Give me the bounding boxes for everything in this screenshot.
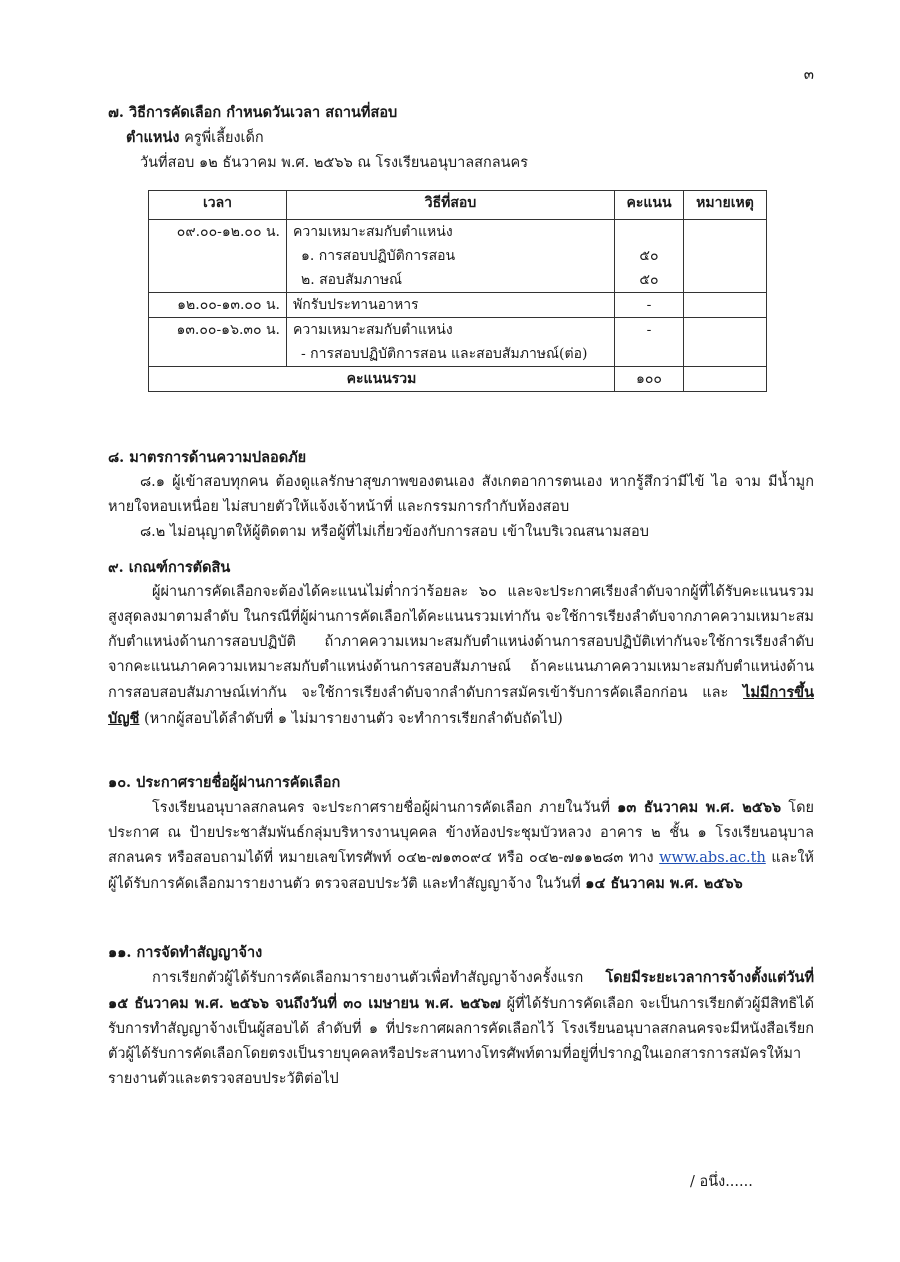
row-method <box>287 220 615 293</box>
total-value: ๑๐๐ <box>615 367 684 392</box>
announcement-paragraph <box>108 795 814 897</box>
score-line: ๕๐ <box>639 248 659 264</box>
total-label: คะแนนรวม <box>149 367 615 392</box>
row-time: ๑๓.๐๐-๑๖.๓๐ น. <box>149 318 287 367</box>
section-11 <box>108 940 814 1092</box>
section-7-heading: ๗. วิธีการคัดเลือก กำหนดวันเวลา สถานที่สอบ <box>108 104 398 121</box>
header-time: เวลา <box>149 191 287 220</box>
table-row <box>149 220 767 293</box>
score-line: - <box>646 322 652 338</box>
page-number: ๓ <box>803 65 814 83</box>
row-score <box>615 318 684 367</box>
no-list-notice: ไม่มีการขึ้นบัญชี <box>108 684 814 727</box>
safety-item-1: ๘.๑ ผู้เข้าสอบทุกคน ต้องดูแลรักษาสุขภาพของตนเอง สังเกตอาการตนเอง หากรู้สึกว่ามีไข้ ไอ จาม มีน้ำมูก หายใจหอบเหนื่อย ไม่สบายตัวให้แจ้งเจ้าหน้าที่ และกรรมการกำกับห้องสอบ <box>108 474 814 515</box>
row-time: ๐๙.๐๐-๑๒.๐๐ น. <box>149 220 287 293</box>
row-time: ๑๒.๐๐-๑๓.๐๐ น. <box>149 293 287 318</box>
score-line: ๕๐ <box>639 272 659 288</box>
table-row <box>149 293 767 318</box>
website-link[interactable]: www.abs.ac.th <box>659 850 766 866</box>
total-note <box>684 367 767 392</box>
section-8-heading: ๘. มาตรการด้านความปลอดภัย <box>108 449 307 466</box>
continued-footer: / อนึ่ง...... <box>690 1174 753 1190</box>
safety-item-2: ๘.๒ ไม่อนุญาตให้ผู้ติดตาม หรือผู้ที่ไม่เกี่ยวข้องกับการสอบ เข้าในบริเวณสนามสอบ <box>140 524 649 540</box>
method-line: ๑. การสอบปฏิบัติการสอน <box>301 248 456 264</box>
score-line <box>621 220 677 244</box>
row-method <box>287 293 615 318</box>
announce-part-3: และให้ผู้ได้รับการคัดเลือกมารายงานตัว ตรวจสอบประวัติ และทำสัญญาจ้าง ในวันที่ <box>108 850 814 892</box>
criteria-paragraph <box>108 580 814 732</box>
report-date: ๑๔ ธันวาคม พ.ศ. ๒๕๖๖ <box>585 875 743 892</box>
section-7 <box>108 100 814 176</box>
method-line: ความเหมาะสมกับตำแหน่ง <box>293 224 453 240</box>
section-11-heading: ๑๑. การจัดทำสัญญาจ้าง <box>108 944 263 961</box>
exam-date-line: วันที่สอบ ๑๒ ธันวาคม พ.ศ. ๒๕๖๖ ณ โรงเรียนอนุบาลสกลนคร <box>140 155 529 171</box>
position-line <box>108 125 814 151</box>
score-line: - <box>646 297 652 313</box>
header-score: คะแนน <box>615 191 684 220</box>
position-label: ตำแหน่ง <box>126 129 180 146</box>
row-note <box>684 318 767 367</box>
table-row <box>149 318 767 367</box>
contract-period: โดยมีระยะเวลาการจ้างตั้งแต่วันที่ ๑๕ ธันวาคม พ.ศ. ๒๕๖๖ จนถึงวันที่ ๓๐ เมษายน พ.ศ. ๒๕๖๗ <box>108 969 814 1012</box>
criteria-body: ผู้ผ่านการคัดเลือกจะต้องได้คะแนนไม่ต่ำกว่าร้อยละ ๖๐ และจะประกาศเรียงลำดับจากผู้ที่ได้รับคะแนนรวมสูงสุดลงมาตามลำดับ ในกรณีที่ผู้ผ่านการคัดเลือกได้คะแนนรวมเท่ากัน จะใช้การเรียงลำดับจากภาคความเหมาะสมกับตำแหน่งด้านการสอบปฏิบัติ ถ้าภาคความเหมาะสมกับตำแหน่งด้านการสอบปฏิบัติเท่ากันจะใช้การเรียงลำดับจากคะแนนภาคความเหมาะสมกับตำแหน่งด้านการสอบสัมภาษณ์ ถ้าคะแนนภาคความเหมาะสมกับตำแหน่งด้านการสอบสอบสัมภาษณ์เท่ากัน จะใช้การเรียงลำดับจากลำดับการสมัครเข้ารับการคัดเลือกก่อน และ <box>108 584 814 701</box>
table-header-row <box>149 191 767 220</box>
contract-part-1: การเรียกตัวผู้ได้รับการคัดเลือกมารายงานตัวเพื่อทำสัญญาจ้างครั้งแรก <box>152 970 606 986</box>
section-8 <box>108 445 814 545</box>
method-line: พักรับประทานอาหาร <box>293 297 419 313</box>
announce-part-2: โดยประกาศ ณ ป้ายประชาสัมพันธ์กลุ่มบริหารงานบุคคล ข้างห้องประชุมบัวหลวง อาคาร ๒ ชั้น ๑ โรงเรียนอนุบาลสกลนคร หรือสอบถามได้ที่ หมายเลขโทรศัพท์ ๐๔๒-๗๑๓๐๙๔ หรือ ๐๔๒-๗๑๑๒๘๓ ทาง <box>108 800 814 866</box>
contract-paragraph <box>108 965 814 1092</box>
row-score <box>615 220 684 293</box>
row-method <box>287 318 615 367</box>
row-note <box>684 220 767 293</box>
header-method: วิธีที่สอบ <box>287 191 615 220</box>
position-value: ครูพี่เลี้ยงเด็ก <box>179 130 264 146</box>
table-total-row <box>149 367 767 392</box>
header-note: หมายเหตุ <box>684 191 767 220</box>
method-line: ความเหมาะสมกับตำแหน่ง <box>293 322 453 338</box>
contract-part-2: ผู้ที่ได้รับการคัดเลือก จะเป็นการเรียกตัวผู้มีสิทธิได้รับการทำสัญญาจ้างเป็นผู้สอบได้ ลำดับที่ ๑ ที่ประกาศผลการคัดเลือกไว้ โรงเรียนอนุบาลสกลนครจะมีหนังสือเรียกตัวผู้ได้รับการคัดเลือกโดยตรงเป็นรายบุคคลหรือประสานทางโทรศัพท์ตามที่อยู่ที่ปรากฏในเอกสารการสมัครให้มารายงานตัวและตรวจสอบประวัติต่อไป <box>108 996 814 1087</box>
section-9-heading: ๙. เกณฑ์การตัดสิน <box>108 559 231 576</box>
row-score <box>615 293 684 318</box>
method-line: - การสอบปฏิบัติการสอน และสอบสัมภาษณ์(ต่อ) <box>301 346 588 362</box>
section-10 <box>108 770 814 897</box>
section-10-heading: ๑๐. ประกาศรายชื่อผู้ผ่านการคัดเลือก <box>108 774 341 791</box>
criteria-tail: (หากผู้สอบได้ลำดับที่ ๑ ไม่มารายงานตัว จะทำการเรียกลำดับถัดไป) <box>144 711 563 727</box>
row-note <box>684 293 767 318</box>
announce-part-1: โรงเรียนอนุบาลสกลนคร จะประกาศรายชื่อผู้ผ่านการคัดเลือก ภายในวันที่ <box>152 800 618 816</box>
announce-date: ๑๓ ธันวาคม พ.ศ. ๒๕๖๖ <box>617 799 782 816</box>
exam-schedule-table <box>148 190 767 392</box>
section-9 <box>108 555 814 732</box>
score-line <box>621 342 677 366</box>
method-line: ๒. สอบสัมภาษณ์ <box>301 272 403 288</box>
